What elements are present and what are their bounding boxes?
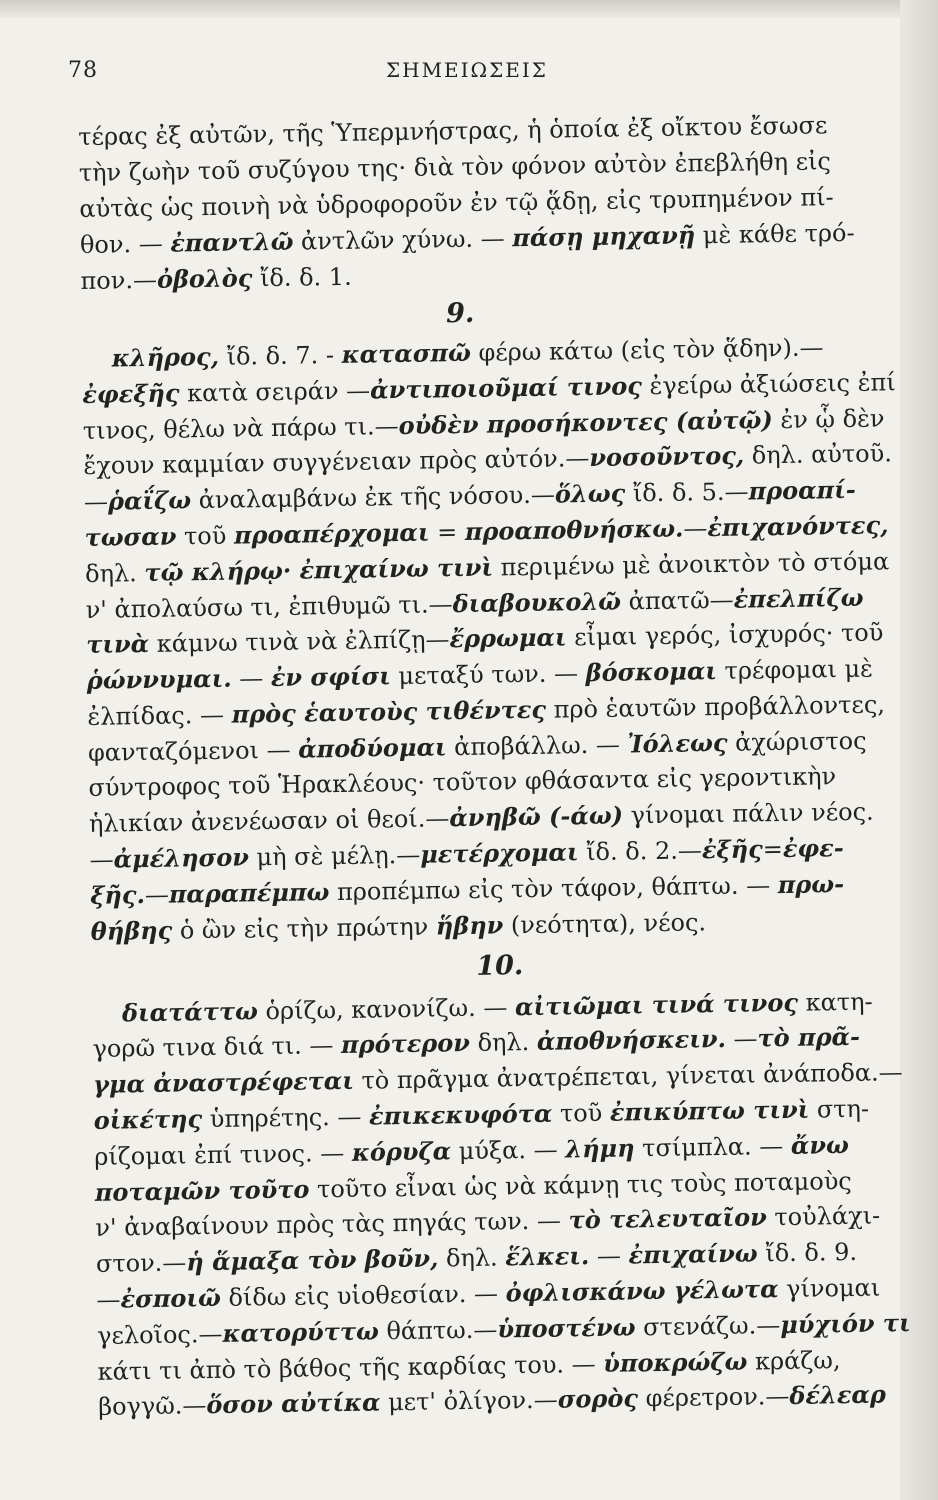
gloss-text: κράζω, [747,1345,841,1376]
lemma-term: ἕλκει. [505,1241,590,1272]
gloss-text: μὲ κάθε τρό- [694,219,855,250]
lemma-term: τὸ τελευταῖον [568,1202,767,1235]
lemma-term: ἐπιχαίνω [628,1238,758,1270]
gloss-text: ἀντλῶν χύνω. — [293,224,513,257]
gloss-text: — [589,1241,629,1271]
gloss-text: = [762,835,784,864]
lemma-term: τὸ πρᾶ- [757,1022,861,1053]
lemma-term: ἐπαντλῶ [170,227,294,258]
lemma-term: προαποθνήσκω. [464,513,684,546]
gloss-text: θον. — [79,229,171,260]
gloss-text: τσίμπλα. — [634,1131,792,1163]
gloss-text: δηλ. [469,1028,538,1058]
gloss-text: δηλ. [438,1243,506,1273]
lemma-term: πάσῃ μηχανῇ [512,220,696,253]
gloss-text: — [144,880,170,909]
lemma-term: κατορύττω [222,1316,380,1348]
gloss-text: — [231,664,272,693]
gloss-text: φανταζόμενοι — [87,735,299,767]
gloss-text: ἴδ. δ. 7. - [218,340,342,371]
lemma-term: ὅσον αὐτίκα [206,1387,381,1420]
gloss-text: πον.— [80,265,158,296]
gloss-text: τὸ πρᾶγμα ἀνατρέπεται, γίνεται ἀνάποδα.— [353,1058,903,1095]
lemma-term: πρω- [777,869,845,900]
gloss-text: αὐτὰς ὡς ποινὴ νὰ ὑδροφοροῦν ἐν τῷ ᾅδῃ, εἰς τρυπημένον πί- [79,182,834,223]
gloss-text: μετ' ὀλίγον.— [380,1385,558,1417]
gloss-text: ἔχουν καμμίαν συγγένειαν πρὸς αὐτόν.— [83,444,590,481]
gloss-text: ἴδ. δ. 5.— [624,477,749,508]
lemma-term: ὑποκρώζω [603,1346,748,1378]
gloss-text: περιμένω μὲ ἀνοικτὸν τὸ στόμα [492,547,890,582]
lemma-term: τινὰ [86,629,150,660]
lemma-term: κατασπῶ [341,337,472,369]
gloss-text: γορῶ τινα διά τι. — [92,1031,342,1064]
gloss-text: γίνομαι [778,1273,881,1304]
scan-top-edge [0,0,938,18]
lemma-term: ἐν σφίσι [270,661,391,693]
gloss-text: δηλ. [84,558,145,588]
lemma-term: ἐξῆς [701,834,763,865]
lemma-term: ῥώννυμαι. [86,663,232,696]
gloss-text: στον.— [95,1248,187,1278]
gloss-text: δηλ. αὐτοῦ. [743,439,893,470]
gloss-text: κάμνω τινὰ νὰ ἐλπίζῃ— [148,625,450,659]
section-number: 10. [476,949,524,982]
lemma-term: οἰκέτης [93,1104,203,1135]
lemma-term: ἐπελπίζω [733,582,864,614]
lemma-term: γμα ἀναστρέφεται [92,1065,355,1100]
gloss-text: ἐγείρω ἀξιώσεις ἐπί [641,367,896,400]
gloss-text: τοῦτο εἶναι ὡς νὰ κάμνῃ τις τοὺς ποταμοὺς [309,1166,852,1204]
lemma-term: θήβης [90,915,173,946]
gloss-text: — [683,514,708,543]
gloss-text: ἀχώριστος [727,726,867,757]
gloss-text: ὑπηρέτης. — [201,1102,370,1134]
lemma-term: ἀμέλησον [113,842,250,874]
gloss-text: ἀπατῶ— [620,585,734,616]
gloss-text: δίδω εἰς υἱοθεσίαν. — [220,1279,506,1312]
lemma-term: ἐπικύπτω τινὶ [609,1094,810,1127]
gloss-text: ν' ἀπολαύσω τι, ἐπιθυμῶ τι.— [85,589,453,624]
lemma-term: ἐπιχανόντες, [707,510,889,543]
gloss-text: εἶμαι γερός, ἰσχυρός· τοῦ [566,618,884,652]
lemma-term: ὀβολὸς [156,263,253,294]
notes-body [78,107,911,1424]
section-number: 9. [445,297,475,330]
gloss-text: τὴν ζωὴν τοῦ συζύγου της· διὰ τὸν φόνον αὐτὸν ἐπεβλήθη εἰς [78,146,832,187]
gloss-text: κατὰ σειράν — [179,376,371,408]
gloss-text: στενάζω.— [635,1310,781,1342]
gloss-text: — [89,845,114,875]
lemma-term: ἐφεξῆς [82,378,180,409]
lemma-term: Ἰόλεως [627,727,728,759]
gloss-text: (νεότητα), νέος. [503,907,707,940]
lemma-term: νοσοῦντος, [589,440,745,473]
lemma-term: ἀντιποιοῦμαί τινος [369,370,643,405]
lemma-term: τωσαν [84,521,177,552]
gloss-text: κάτι τι ἀπὸ τὸ βάθος τῆς καρδίας του. — [97,1349,604,1386]
lemma-term: διατάττω [121,995,259,1027]
lemma-term: δέλεαρ [789,1379,887,1411]
page-number: 78 [68,58,98,83]
gloss-text: ὁρίζω, κανονίζω. — [257,992,516,1025]
page-edge-shadow [900,0,938,1500]
lemma-term: ξῆς. [89,879,146,910]
lemma-term: ἡ ἅμαξα τὸν βοῦν, [186,1243,439,1277]
lemma-term: πρὸς ἑαυτοὺς τιθέντες [231,694,547,729]
lemma-term: λήμη [565,1133,635,1164]
lemma-term: ἄνω [790,1129,850,1160]
gloss-text: στη- [809,1094,870,1124]
lemma-term: κόρυζα [351,1135,452,1167]
lemma-term: μύχιόν τι [779,1307,911,1339]
page-header [68,58,848,92]
lemma-term: ποταμῶν τοῦτο [94,1174,310,1207]
gloss-text: θάπτω.— [378,1315,498,1346]
lemma-term: ἐφε- [782,833,844,864]
gloss-text: τρέφομαι μὲ [716,654,874,686]
gloss-text: γελοῖος.— [96,1319,223,1350]
lemma-term: βόσκομαι [585,656,718,688]
lemma-term: ἔρρωμαι [449,622,567,654]
gloss-text: ἐλπίδας. — [87,700,232,731]
lemma-term: οὐδὲν προσήκοντες (αὐτῷ) [398,404,773,440]
lemma-term: προαπέρχομαι [233,517,430,550]
lemma-term: αἰτιῶμαι τινά τινος [514,987,799,1021]
lemma-term: ἐπικεκυφότα [368,1098,553,1131]
gloss-text: μὴ σὲ μέλῃ.— [248,840,421,872]
lemma-term: ἀποδύομαι [297,732,447,764]
gloss-text: κατη- [797,987,873,1017]
lemma-term: πρότερον [340,1028,471,1060]
gloss-text: ἴδ. δ. 9. [757,1238,858,1268]
lemma-term: μετέρχομαι [419,837,579,869]
gloss-text: — [83,487,109,517]
gloss-text: ἴδ. δ. 1. [252,262,352,293]
gloss-text: ρίζομαι ἐπί τινος. — [94,1138,353,1171]
gloss-text: ἐν ᾧ δὲν [772,403,885,434]
gloss-text: ἡλικίαν ἀνενέωσαν οἱ θεοί.— [88,804,450,839]
gloss-text: τοῦ [176,521,235,551]
lemma-term: ῥαΐζω [107,485,192,516]
lemma-term: ὀφλισκάνω γέλωτα [505,1274,779,1308]
lemma-term: προαπί- [748,475,856,506]
gloss-text: βογγῶ.— [98,1391,207,1422]
lemma-term: ὑποστένω [497,1312,636,1344]
lemma-term: παραπέμπω [168,877,330,909]
lemma-term: ἥβην [435,910,504,941]
gloss-text: ὁ ὢν εἰς τὴν πρώτην [171,912,437,945]
gloss-text: ν' ἀναβαίνουν πρὸς τὰς πηγάς των. — [95,1206,569,1243]
lemma-term: σορὸς [557,1383,639,1414]
gloss-text: ἀναλαμβάνω ἐκ τῆς νόσου.— [190,480,556,515]
gloss-text: τέρας ἐξ αὐτῶν, τῆς Ὑπερμνήστρας, ἡ ὁποία ἐξ οἴκτου ἔσωσε [78,111,828,151]
gloss-text: τοῦ [552,1098,611,1128]
gloss-text: = [429,517,466,547]
lemma-term: ἐσποιῶ [120,1282,222,1314]
gloss-text: πρὸ ἑαυτῶν προβάλλοντες, [545,690,886,724]
gloss-text: μύξα. — [450,1135,566,1165]
lemma-term: κλῆρος, [111,341,220,373]
lemma-term: ἀνηβῶ (-άω) [449,800,624,833]
lemma-term: ὅλως [554,478,626,509]
gloss-text: ἴδ. δ. 2.— [578,836,703,867]
gloss-text: σύντροφος τοῦ Ἡρακλέους· τοῦτον φθάσαντα εἰς γεροντικὴν [88,761,837,802]
lemma-term: ἀποθνήσκειν. [536,1024,727,1057]
gloss-text: γίνομαι πάλιν νέος. [622,797,874,830]
gloss-text: φέρω κάτω (εἰς τὸν ᾅδην).— [470,333,824,367]
gloss-text: — [725,1024,758,1054]
gloss-text: τινος, θέλω νὰ πάρω τι.— [82,411,399,445]
gloss-text: προπέμπω εἰς τὸν τάφον, θάπτω. — [329,871,778,907]
gloss-text: — [96,1285,121,1314]
lemma-term: διαβουκολῶ [452,586,622,618]
gloss-text: φέρετρον.— [637,1382,790,1413]
gloss-text: μεταξύ των. — [390,659,586,691]
gloss-text: τοὐλάχι- [766,1201,881,1232]
gloss-text: ἀποβάλλω. — [446,730,628,762]
lemma-term: τῷ κλήρῳ· ἐπιχαίνω τινὶ [144,552,494,587]
running-title: ΣΗΜΕΙΩΣΕΙΣ [386,58,548,82]
